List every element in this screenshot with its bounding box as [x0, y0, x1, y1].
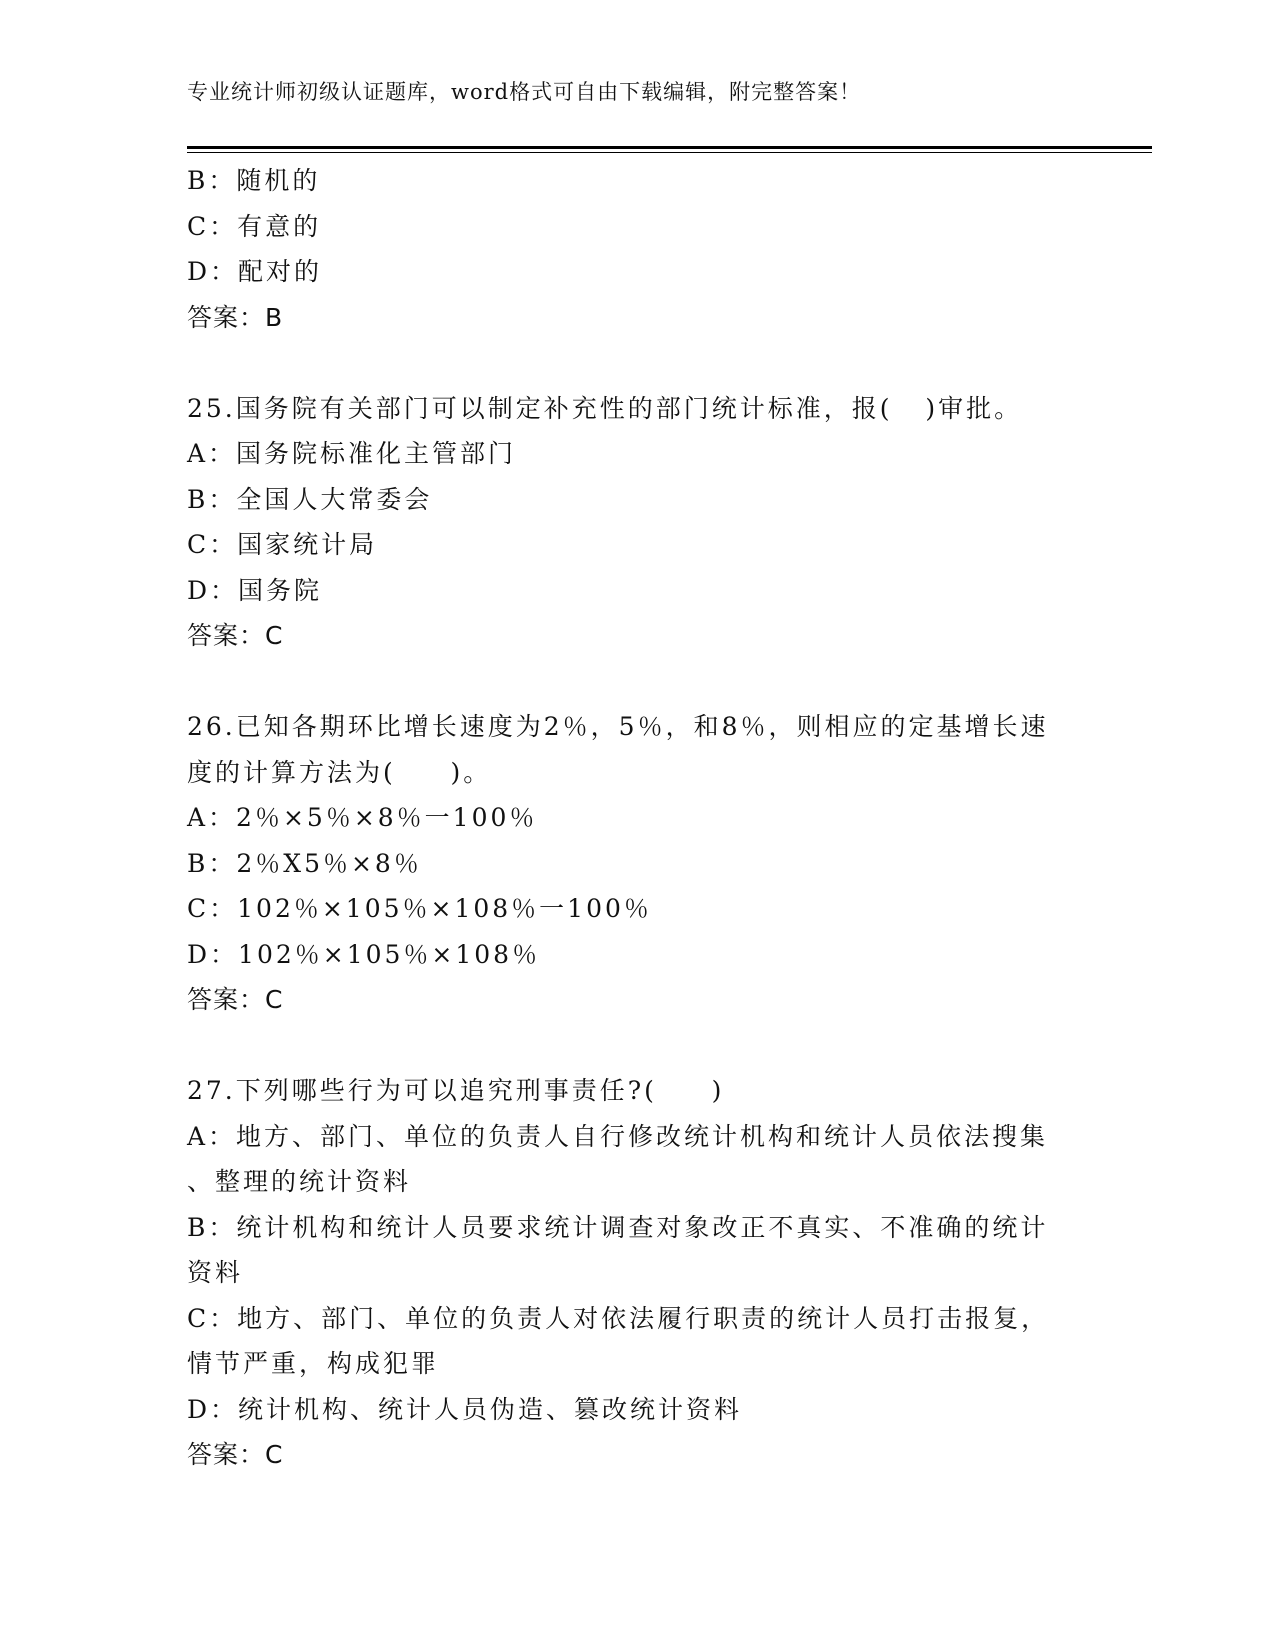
header-rule-thin [187, 152, 1152, 153]
option-b: B：全国人大常委会 [187, 484, 433, 514]
answer: 答案：C [187, 1440, 284, 1469]
spacer [187, 659, 1087, 705]
option-a: A：2％×5％×8％一100％ [187, 803, 538, 832]
spacer [187, 1023, 1087, 1069]
option-a: A：地方、部门、单位的负责人自行修改统计机构和统计人员依法搜集 [187, 1121, 1049, 1151]
option-c: C：地方、部门、单位的负责人对依法履行职责的统计人员打击报复， [187, 1303, 1050, 1333]
option-c-cont: 情节严重，构成犯罪 [187, 1349, 440, 1378]
option-a: A：国务院标准化主管部门 [187, 439, 517, 468]
option-c: C：有意的 [187, 211, 322, 241]
question-content [187, 158, 1087, 1478]
answer: 答案：B [187, 302, 284, 332]
answer: 答案：C [187, 985, 284, 1014]
question-stem-cont: 度的计算方法为( )。 [187, 757, 492, 787]
page-header: 专业统计师初级认证题库，word格式可自由下载编辑，附完整答案！ [187, 80, 862, 104]
option-d: D：国务院 [187, 575, 323, 605]
option-d: D：统计机构、统计人员伪造、篡改统计资料 [187, 1394, 743, 1424]
option-d: D：配对的 [187, 257, 323, 286]
answer: 答案：C [187, 621, 284, 650]
option-b-cont: 资料 [187, 1258, 244, 1287]
spacer [187, 340, 1087, 386]
question-stem: 27.下列哪些行为可以追究刑事责任?( ) [187, 1076, 725, 1105]
option-a-cont: 、整理的统计资料 [187, 1167, 412, 1196]
option-c: C：国家统计局 [187, 530, 378, 559]
question-stem: 25.国务院有关部门可以制定补充性的部门统计标准，报( )审批。 [187, 393, 1023, 423]
question-stem: 26.已知各期环比增长速度为2％，5％，和8％，则相应的定基增长速 [187, 712, 1049, 741]
option-d: D：102％×105％×108％ [187, 939, 541, 969]
option-b: B：随机的 [187, 166, 321, 195]
header-rule-thick [187, 146, 1152, 149]
option-c: C：102％×105％×108％一100％ [187, 894, 652, 923]
option-b: B：2％X5％×8％ [187, 848, 422, 878]
option-b: B：统计机构和统计人员要求统计调查对象改正不真实、不准确的统计 [187, 1212, 1049, 1242]
